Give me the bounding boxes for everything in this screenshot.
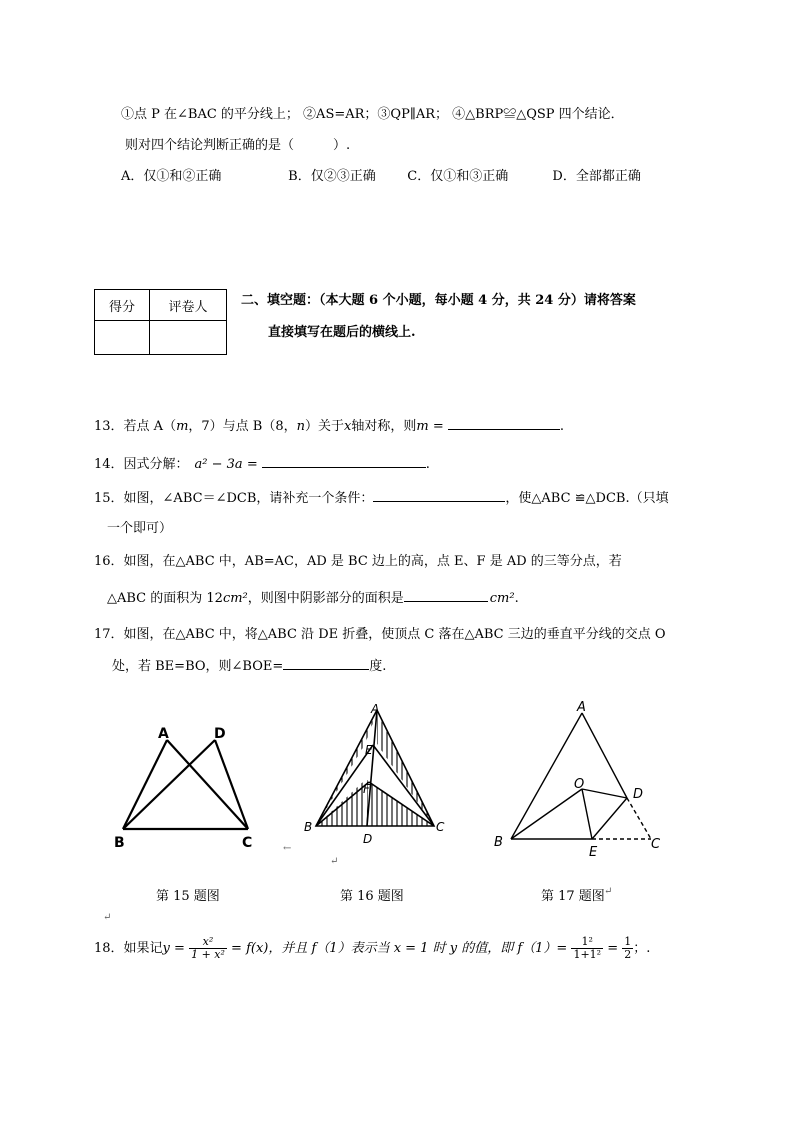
q17-line2 bbox=[112, 655, 386, 674]
q13 bbox=[94, 415, 564, 434]
score-header: 得分 bbox=[95, 290, 150, 321]
q12-option-b: B．仅②③正确 bbox=[288, 169, 376, 184]
q18-fraction-1 bbox=[189, 936, 227, 961]
section2-title-cont: 直接填写在题后的横线上. bbox=[268, 325, 416, 340]
q15-text-1: 15．如图，∠ABC＝∠DCB，请补充一个条件： bbox=[94, 491, 374, 506]
score-table bbox=[94, 289, 227, 355]
q18-fraction-3 bbox=[622, 936, 633, 961]
q12-option-c: C．仅①和③正确 bbox=[407, 169, 509, 184]
fig15-line-ac bbox=[167, 740, 248, 829]
q18-end: ；. bbox=[633, 941, 651, 956]
fig17-label-b: B bbox=[494, 835, 503, 850]
fig15-label-a: A bbox=[158, 726, 169, 742]
q18-fraction-2-den: 1+1² bbox=[573, 948, 602, 961]
q18-fraction-2-num: 1² bbox=[571, 936, 603, 949]
grader-cell[interactable] bbox=[150, 321, 227, 355]
q18-y: y bbox=[162, 941, 170, 956]
return-mark-icon: ↵ bbox=[330, 856, 339, 867]
q18-fraction-3-den: 2 bbox=[624, 948, 632, 961]
q15-text-2: ，使△ABC ≌△DCB.（只填 bbox=[505, 491, 669, 506]
q16-answer-blank[interactable] bbox=[404, 587, 488, 602]
fig16-label-f: F bbox=[363, 782, 370, 796]
fig17-label-e: E bbox=[589, 845, 598, 857]
fig17-line-dc-dashed bbox=[627, 798, 651, 839]
q18-fraction-1-num: x² bbox=[189, 936, 227, 949]
q14-text: 14．因式分解： bbox=[94, 457, 189, 472]
q18-text-2: = f(x)，并且 f（1）表示当 x = 1 时 y 的值，即 f（1）= bbox=[226, 941, 572, 956]
q18-equals-2: = bbox=[603, 941, 623, 956]
fig17-line-ad bbox=[582, 713, 627, 798]
q12-option-d: D．全部都正确 bbox=[552, 169, 641, 184]
q12-conclusions: ①点 P 在∠BAC 的平分线上； ②AS=AR；③QP∥AR； ④△BRP≌△QSP 四个结论． bbox=[121, 107, 624, 122]
fig15-caption: 第 15 题图 bbox=[156, 889, 220, 904]
fig16-label-e: E bbox=[365, 743, 373, 757]
q14-answer-blank[interactable] bbox=[262, 453, 426, 468]
q12-option-a: A．仅①和②正确 bbox=[121, 169, 222, 184]
q18-fraction-3-num: 1 bbox=[624, 935, 632, 948]
fig15-label-d: D bbox=[214, 726, 226, 742]
fig15-line-bd bbox=[123, 740, 215, 829]
fig17-line-od bbox=[582, 789, 627, 798]
q13-equals: = bbox=[428, 419, 448, 434]
fig17-label-c: C bbox=[651, 837, 661, 852]
q13-text-2: ，7）与点 B（8， bbox=[188, 419, 297, 434]
fig15-label-c: C bbox=[242, 835, 253, 851]
fig17-line-ab bbox=[511, 713, 585, 839]
q16-text-2: ，则图中阴影部分的面积是 bbox=[247, 591, 404, 606]
fig17-label-a: A bbox=[577, 700, 586, 715]
q13-text-1: 13．若点 A（ bbox=[94, 419, 177, 434]
q18-equals: = bbox=[169, 941, 190, 956]
q16-text-1: △ABC 的面积为 12 bbox=[107, 591, 223, 606]
q13-m2: m bbox=[416, 419, 429, 434]
q13-x: x bbox=[344, 419, 352, 434]
fig16-label-c: C bbox=[436, 820, 445, 834]
section2-title: 二、填空题：（本大题 6 个小题，每小题 4 分，共 24 分）请将答案 bbox=[241, 293, 636, 308]
q13-text-4: 轴对称，则 bbox=[351, 419, 417, 434]
fig15-label-b: B bbox=[114, 835, 125, 851]
return-mark-icon: ↵ bbox=[604, 886, 613, 897]
q14 bbox=[94, 453, 430, 472]
q17-text-1: 处，若 BE=BO，则∠BOE= bbox=[112, 659, 284, 674]
q17-line1: 17．如图，在△ABC 中，将△ABC 沿 DE 折叠，使顶点 C 落在△ABC 三边的垂直平分线的交点 O bbox=[94, 627, 666, 642]
fig17-label-d: D bbox=[633, 787, 644, 802]
grader-header: 评卷人 bbox=[150, 290, 227, 321]
fig17-line-bo bbox=[511, 789, 582, 839]
figure-16 bbox=[295, 700, 455, 850]
fig17-label-o: O bbox=[574, 777, 585, 792]
q12-options bbox=[121, 165, 641, 184]
figure-17 bbox=[488, 697, 678, 857]
q18-text-1: 18．如果记 bbox=[94, 941, 163, 956]
q17-answer-blank[interactable] bbox=[283, 655, 369, 670]
fig16-label-b: B bbox=[304, 820, 313, 834]
q14-end: . bbox=[425, 457, 430, 472]
fig17-caption: 第 17 题图 bbox=[541, 889, 605, 904]
q16-unit: cm² bbox=[222, 591, 248, 606]
q18 bbox=[94, 934, 650, 964]
fig16-label-a: A bbox=[371, 702, 380, 716]
q14-expression: a² − 3a = bbox=[194, 457, 258, 472]
q15-line2: 一个即可） bbox=[107, 521, 173, 536]
q13-m: m bbox=[176, 419, 189, 434]
score-cell[interactable] bbox=[95, 321, 150, 355]
fig15-line-ba bbox=[123, 740, 167, 829]
q13-text-3: ）关于 bbox=[305, 419, 345, 434]
fig15-line-dc bbox=[215, 740, 248, 829]
fig16-caption: 第 16 题图 bbox=[340, 889, 404, 904]
fig17-line-de bbox=[592, 798, 627, 839]
q18-fraction-1-den: 1 + x² bbox=[191, 948, 225, 961]
q12-question: 则对四个结论判断正确的是（ ）. bbox=[125, 138, 351, 153]
q16-unit-2: cm² bbox=[489, 591, 515, 606]
q15-answer-blank[interactable] bbox=[373, 487, 505, 502]
q16-line1: 16．如图，在△ABC 中，AB=AC，AD 是 BC 边上的高，点 E、F 是 AD 的三等分点，若 bbox=[94, 554, 622, 569]
q16-line2 bbox=[107, 587, 519, 606]
q15-line1 bbox=[94, 487, 669, 506]
return-mark-icon: ↵ bbox=[103, 912, 112, 923]
return-mark-icon: ← bbox=[283, 843, 292, 854]
figure-15 bbox=[110, 715, 270, 855]
fig16-label-d: D bbox=[363, 832, 373, 846]
q18-fraction-2 bbox=[571, 936, 603, 961]
q16-end: . bbox=[514, 591, 519, 606]
q13-answer-blank[interactable] bbox=[448, 415, 560, 430]
fig17-line-oe bbox=[582, 789, 592, 839]
q13-end: . bbox=[559, 419, 565, 434]
q17-text-2: 度. bbox=[369, 659, 387, 674]
q13-n: n bbox=[296, 419, 306, 434]
